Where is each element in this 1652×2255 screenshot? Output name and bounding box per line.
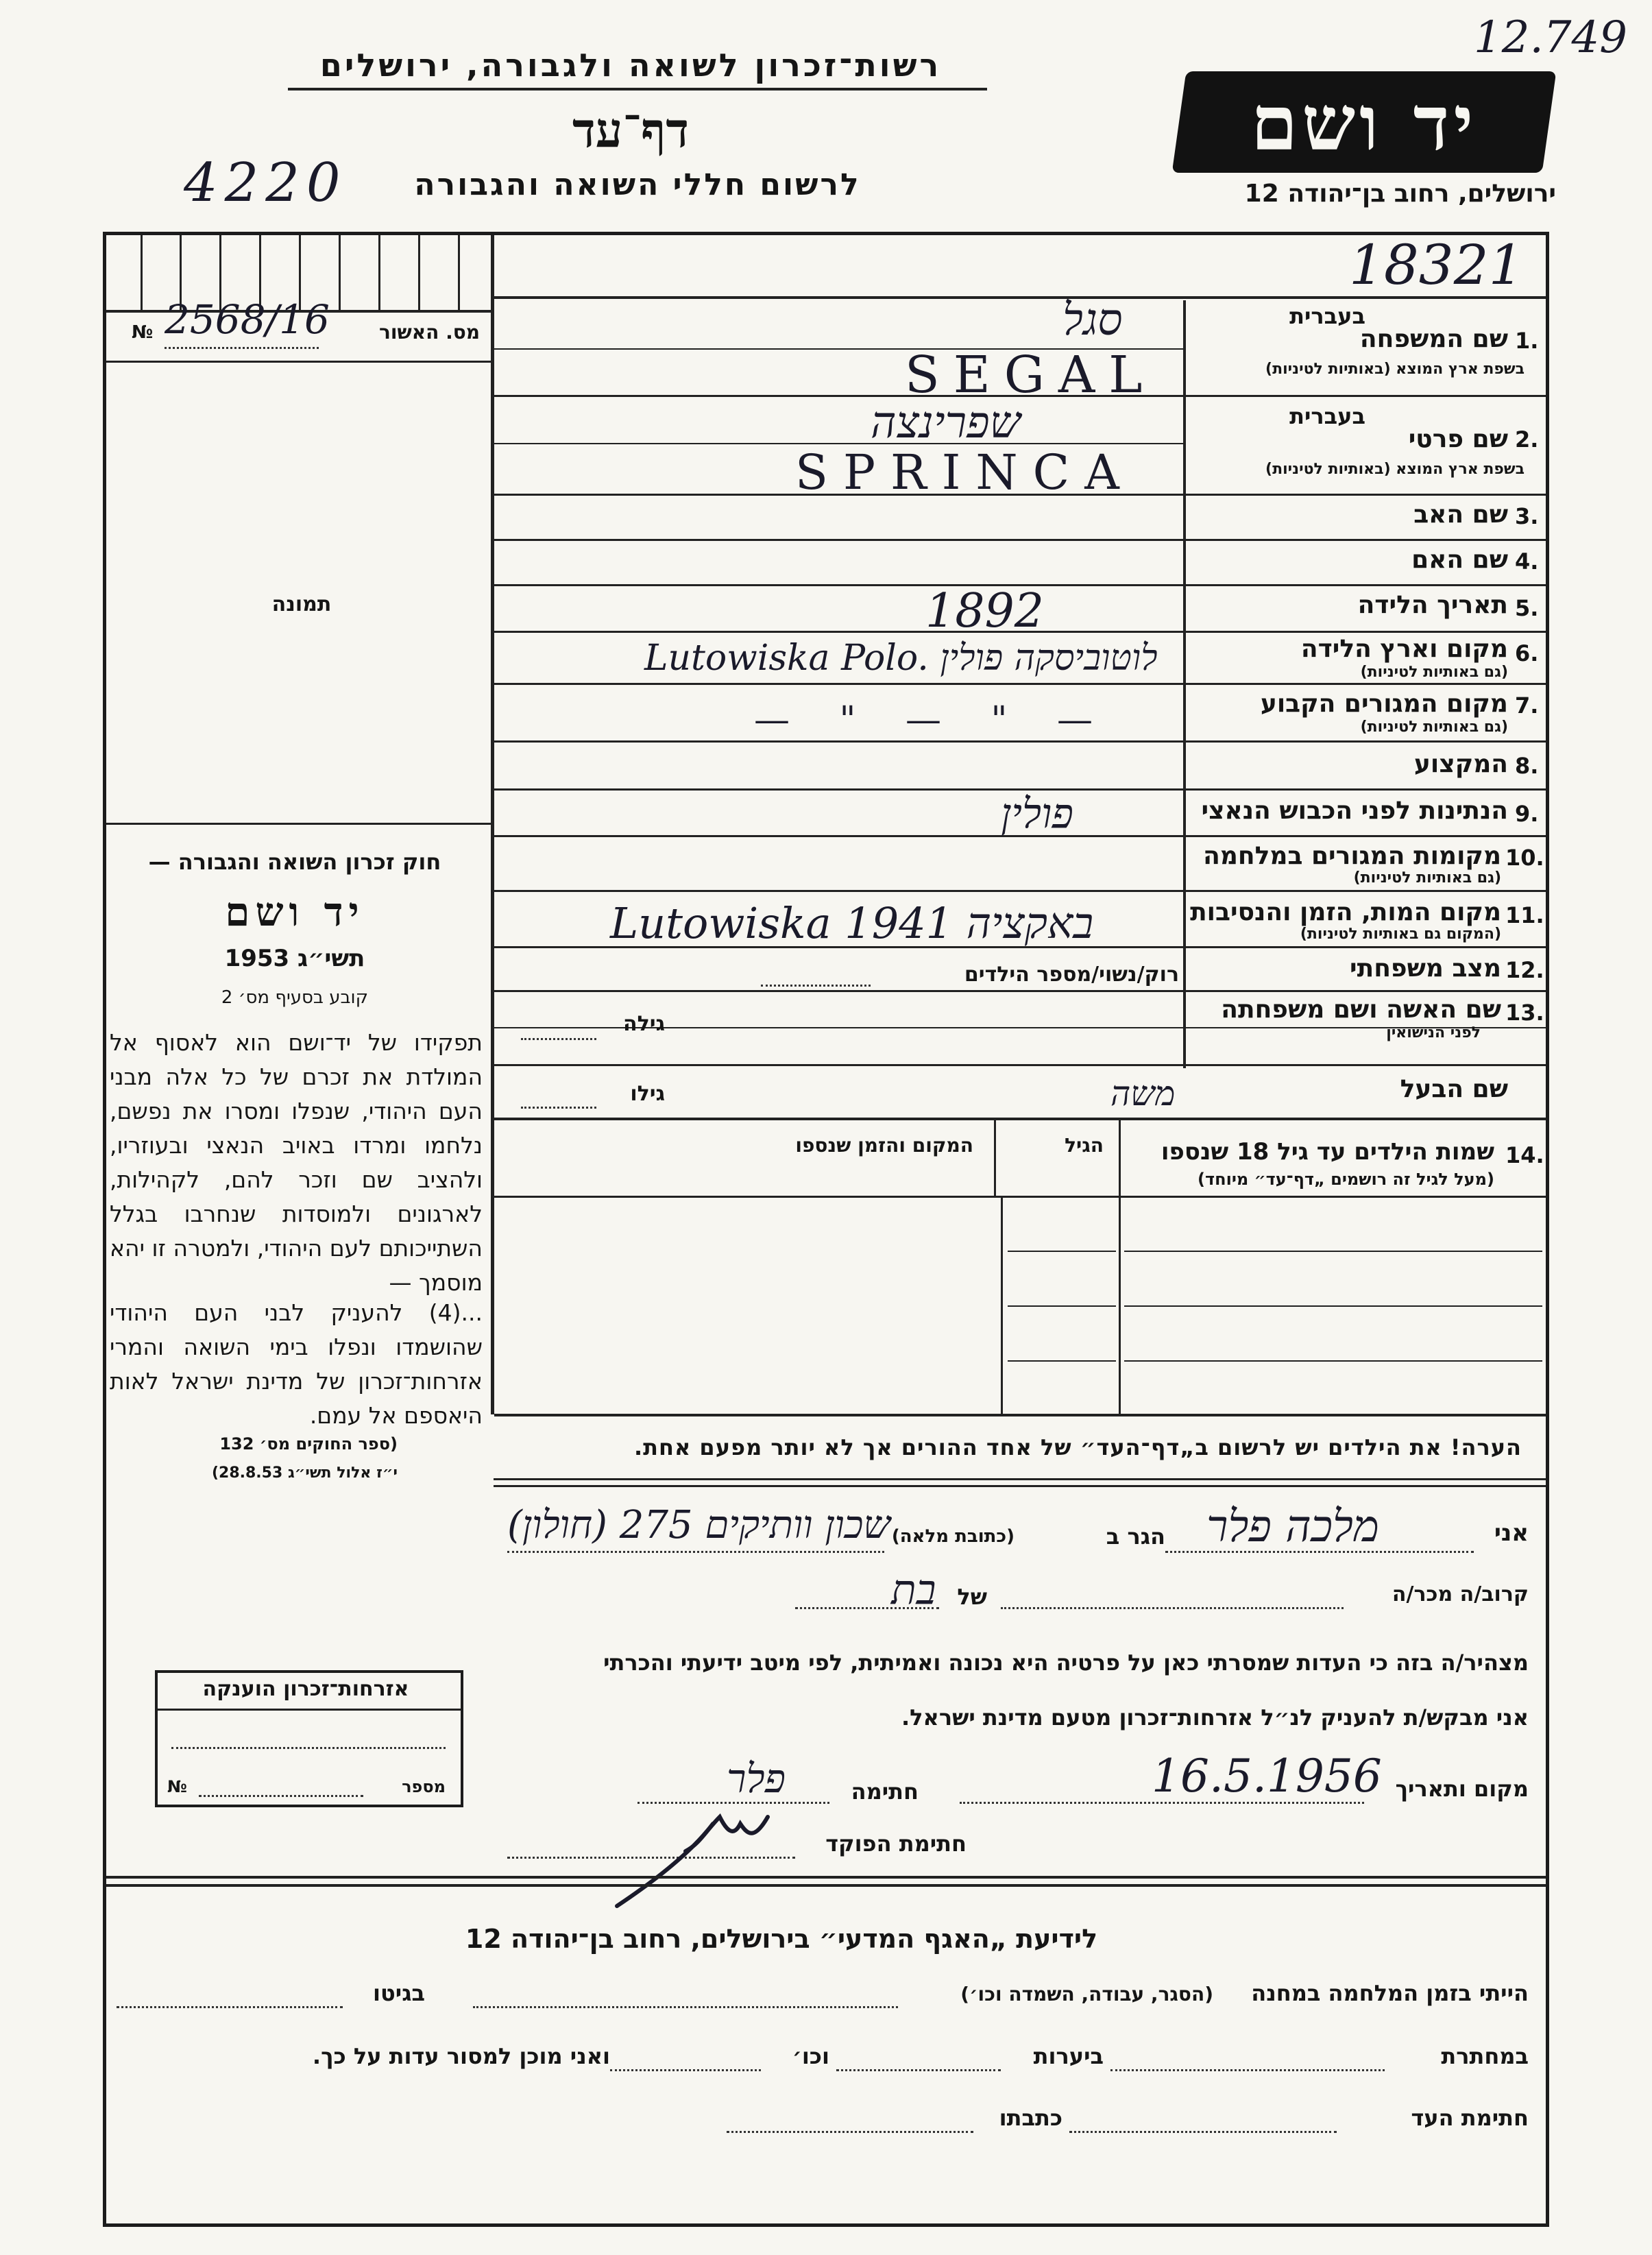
witness-address-label: כתבתו bbox=[999, 2105, 1062, 2131]
children-label: שמות הילדים עד גיל 18 שנספו bbox=[1161, 1138, 1494, 1166]
field-3-label: שם האב bbox=[1413, 501, 1508, 529]
law-text-purpose: תפקידו של יד־ושם הוא לאסוף אל המולדת את זכרם של כל אלה מבני העם היהודי, שנפלו ומסרו את נפשם, נלחמו ומרדו באויב הנאצי ובעוזריו, ולהציב שם וזכר להם, לקהילות, לארגונים ולמוסדות שנחרבו בגלל השתייכותם לעם היהודי, ולמטרה זו יהא מוסמך — bbox=[110, 1029, 483, 1296]
full-address-label: (כתובת מלאה) bbox=[891, 1526, 1015, 1547]
field-11-value: Lutowiska 1941 באקציה bbox=[610, 898, 1094, 948]
field-13-age-label: גילה bbox=[623, 1012, 665, 1036]
field-8-number: 8. bbox=[1515, 753, 1539, 779]
scientific-dept-title: לידיעת „האגף המדעי״ בירושלים, רחוב בן־יהודה 12 bbox=[465, 1924, 1098, 1954]
certificate-number-symbol: № bbox=[132, 322, 154, 343]
husband-age-label: גילו bbox=[630, 1082, 665, 1106]
citizenship-box-title: אזרחות־זכרון הוענקה bbox=[202, 1677, 409, 1701]
field-9-label: הנתינות לפני הכבוש הנאצי bbox=[1201, 797, 1508, 825]
field-2-latin-label: בשפת ארץ המוצא (באותיות לטיניות) bbox=[1265, 461, 1525, 478]
citizenship-number-label: מספר bbox=[402, 1777, 446, 1796]
field-1-label: שם המשפחה bbox=[1359, 325, 1508, 353]
field-10-label: מקומות המגורים במלחמה bbox=[1203, 842, 1501, 870]
field-6-value: Lutowiska Polo. לוטוביסקה פולין bbox=[644, 638, 1158, 679]
field-1-value-hebrew: סגל bbox=[1062, 295, 1123, 346]
camp-label: הייתי בזמן המלחמה במחנה bbox=[1251, 1980, 1529, 2006]
field-2-hebrew-label: בעברית bbox=[1289, 403, 1365, 429]
field-7-value: — " — " — bbox=[754, 699, 1112, 740]
law-name: יד ושם bbox=[225, 889, 365, 935]
law-clause: קובע בסעיף מס׳ 2 bbox=[221, 987, 369, 1008]
field-9-number: 9. bbox=[1515, 801, 1539, 827]
field-6-number: 6. bbox=[1515, 640, 1539, 666]
children-age-column: הגיל bbox=[1065, 1134, 1104, 1157]
field-7-label: מקום המגורים הקבוע bbox=[1260, 690, 1508, 718]
relation-label: קרוב/ה מכר/ה bbox=[1392, 1582, 1529, 1606]
witness-signature-label: חתימת העד bbox=[1411, 2105, 1529, 2131]
law-text-citizenship: ...(4) להעניק לבני העם היהודי שהושמדו ונפלו בימי השואה והמרי אזרחות־זכרון של מדינת ישראל לאות היאספם אל עמם. bbox=[110, 1299, 483, 1429]
field-11-sublabel: (המקום גם באותיות לטיניות) bbox=[1300, 926, 1501, 943]
field-12-label: מצב משפחתי bbox=[1350, 954, 1501, 982]
law-source: (ספר החוקים מס׳ 132 bbox=[219, 1434, 398, 1454]
relation-value: בת bbox=[891, 1566, 936, 1614]
camp-type-label: (הסגר, עבודה, השמדה וכו׳) bbox=[960, 1983, 1213, 2005]
field-8-label: המקצוע bbox=[1413, 750, 1508, 778]
place-date-label: מקום ותאריך bbox=[1395, 1776, 1529, 1802]
witness-address: שכון וותיקים 275 (חולון) bbox=[507, 1503, 890, 1547]
form-subtitle: לרשום חללי השואה והגבורה bbox=[414, 167, 861, 202]
institution-underline bbox=[288, 88, 987, 91]
children-note: הערה! את הילדים יש לרשום ב„דף־העד״ של אחד ההורים אך לא יותר מפעם אחת. bbox=[633, 1434, 1522, 1460]
field-7-sublabel: (גם באותיות לטיניות) bbox=[1360, 719, 1508, 736]
underground-label: במחתרת bbox=[1441, 2043, 1529, 2069]
field-11-number: 11. bbox=[1505, 902, 1544, 928]
children-place-column: המקום והזמן שנספו bbox=[795, 1134, 973, 1157]
field-5-label: תאריך הלידה bbox=[1357, 591, 1508, 619]
field-2-label: שם פרטי bbox=[1408, 425, 1508, 453]
handwritten-page-number: 18321 bbox=[1349, 233, 1524, 297]
field-2-number: 2. bbox=[1515, 426, 1539, 453]
husband-name-value: משה bbox=[1110, 1074, 1176, 1113]
of-label: של bbox=[957, 1584, 987, 1610]
field-13-sublabel: לפני הנישואין bbox=[1386, 1024, 1481, 1041]
declaration-i-label: אני bbox=[1494, 1519, 1529, 1547]
citizenship-number-symbol: № bbox=[167, 1777, 187, 1796]
field-4-number: 4. bbox=[1515, 548, 1539, 575]
field-4-label: שם האם bbox=[1411, 546, 1508, 574]
witness-signature: פלר bbox=[727, 1755, 786, 1802]
field-3-number: 3. bbox=[1515, 503, 1539, 529]
officer-signature-scribble bbox=[603, 1769, 850, 1920]
field-10-number: 10. bbox=[1505, 845, 1544, 871]
field-14-number: 14. bbox=[1505, 1142, 1544, 1168]
field-10-sublabel: (גם באותיות לטיניות) bbox=[1353, 869, 1501, 887]
declaration-statement: מצהיר/ה בזה כי העדות שמסרתי כאן על פרטיה היא נכונה ואמיתית, לפי מיטב ידיעתי והכרתי bbox=[603, 1650, 1529, 1676]
institution-address: ירושלים, רחוב בן־יהודה 12 bbox=[1244, 180, 1556, 208]
field-13-number: 13. bbox=[1505, 1000, 1544, 1026]
resides-label: הגר ב bbox=[1106, 1523, 1165, 1549]
field-12-number: 12. bbox=[1505, 957, 1544, 983]
certificate-number-handwritten: 2568/16 bbox=[165, 296, 330, 343]
field-12-inline-label: רוק/נשוי/מספר הילדים bbox=[964, 963, 1179, 987]
field-5-number: 5. bbox=[1515, 595, 1539, 621]
forests-label: ביערות bbox=[1033, 2043, 1104, 2069]
handwritten-reference-number: 12.749 bbox=[1474, 12, 1627, 63]
field-9-value: פולין bbox=[1001, 790, 1073, 838]
field-11-label: מקום המות, הזמן והנסיבות bbox=[1190, 898, 1501, 926]
field-1-number: 1. bbox=[1515, 328, 1539, 354]
officer-signature-label: חתימת הפוקד bbox=[825, 1831, 967, 1857]
certificate-number-label: מס. האשור bbox=[379, 321, 480, 343]
field-1-latin-label: בשפת ארץ המוצא (באותיות לטיניות) bbox=[1265, 361, 1525, 378]
etc-label: וכו׳ bbox=[792, 2043, 829, 2069]
field-1-hebrew-label: בעברית bbox=[1289, 303, 1365, 329]
left-column-divider bbox=[491, 235, 494, 1414]
law-year: תשי״ג 1953 bbox=[224, 945, 365, 972]
field-13-label: שם האשה ושם משפחתה bbox=[1221, 996, 1501, 1024]
photo-label: תמונה bbox=[271, 592, 332, 616]
logo-text: יד ושם bbox=[1250, 79, 1478, 167]
field-5-value: 1892 bbox=[925, 584, 1045, 638]
children-sublabel: (מעל לגיל זה רושמים „דף־עד״ מיוחד) bbox=[1198, 1170, 1494, 1189]
ghetto-label: בגיטו bbox=[373, 1980, 425, 2006]
institution-line: רשות־זכרון לשואה ולגבורה, ירושלים bbox=[319, 47, 942, 84]
field-2-value-hebrew: שפרינצה bbox=[871, 398, 1021, 448]
husband-name-label: שם הבעל bbox=[1400, 1075, 1508, 1103]
law-date: י״ז אלול תשי״ג 28.8.53) bbox=[211, 1464, 398, 1482]
willing-testify-label: ואני מוכן למסור עדות על כך. bbox=[312, 2043, 610, 2069]
law-title: חוק זכרון השואה והגבורה — bbox=[148, 849, 441, 875]
handwritten-form-code: 4220 bbox=[184, 152, 348, 214]
field-2-value-latin: SPRINCA bbox=[795, 444, 1134, 501]
signature-label: חתימה bbox=[851, 1778, 919, 1805]
declaration-date: 16.5.1956 bbox=[1152, 1750, 1382, 1802]
witness-name: מלכה פלר bbox=[1206, 1502, 1379, 1552]
declaration-request: אני מבקש/ת להעניק לנ״ל אזרחות־זכרון מטעם מדינת ישראל. bbox=[901, 1704, 1529, 1731]
field-6-sublabel: (גם באותיות לטיניות) bbox=[1360, 664, 1508, 681]
field-7-number: 7. bbox=[1515, 692, 1539, 719]
form-title: דף־עד bbox=[572, 101, 689, 158]
field-6-label: מקום וארץ הלידה bbox=[1300, 635, 1508, 663]
field-1-value-latin: SEGAL bbox=[905, 346, 1156, 405]
